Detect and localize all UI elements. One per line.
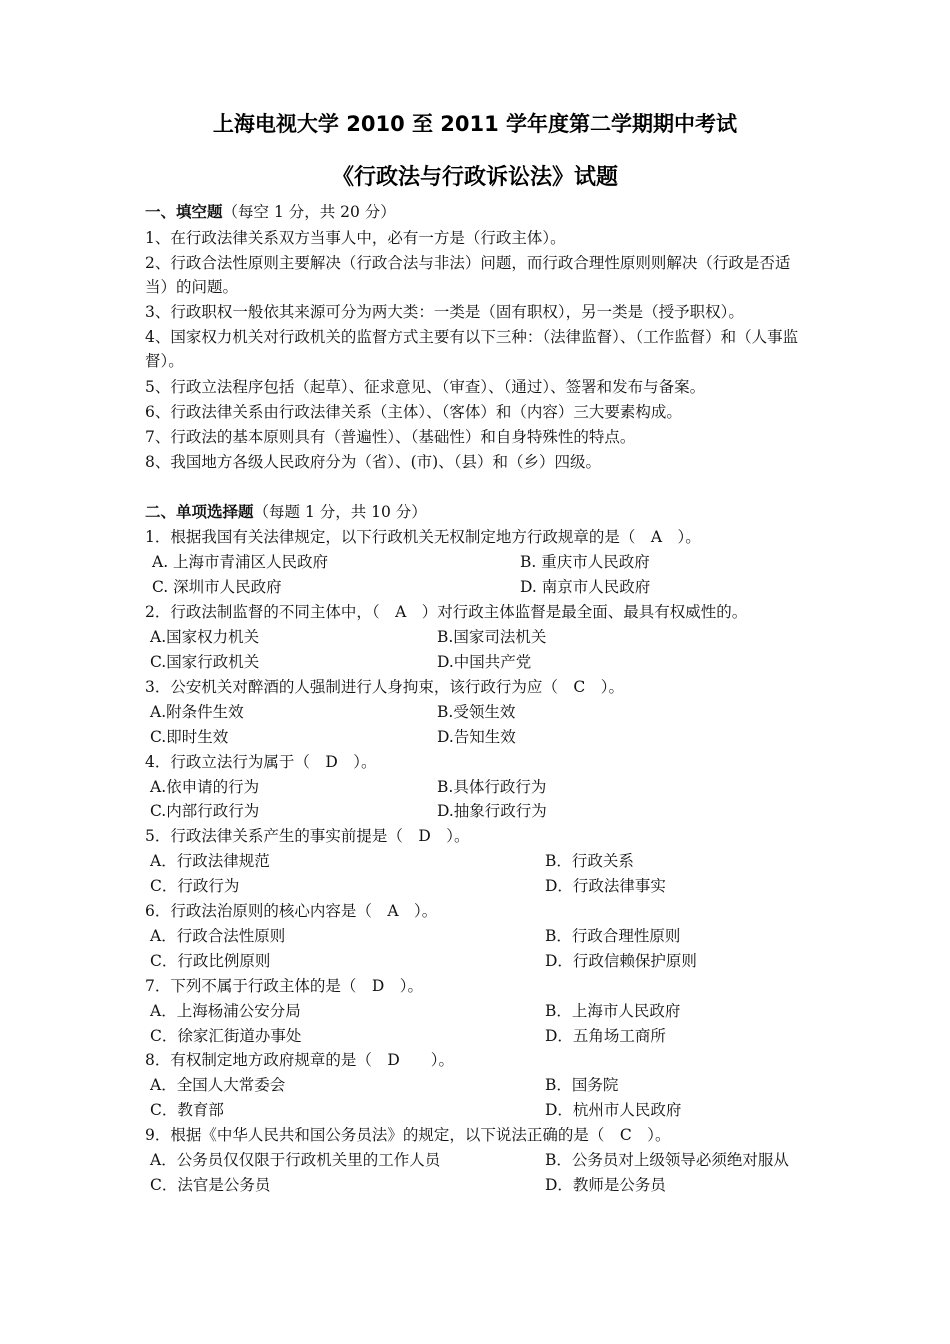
question-3: 3．公安机关对醉酒的人强制进行人身拘束，该行政行为应（ C ）。 (145, 678, 624, 696)
q7-option-c: C．徐家汇街道办事处 (150, 1027, 302, 1045)
q4-option-c: C.内部行政行为 (150, 802, 260, 820)
q3-option-a: A.附条件生效 (150, 703, 244, 721)
q5-option-b: B．行政关系 (545, 852, 634, 870)
q9-option-b: B．公务员对上级领导必须绝对服从 (545, 1151, 789, 1169)
exam-title: 上海电视大学 2010 至 2011 学年度第二学期期中考试 (212, 112, 738, 136)
q7-option-a: A．上海杨浦公安分局 (150, 1002, 301, 1020)
q8-option-d: D．杭州市人民政府 (545, 1101, 682, 1119)
q8-option-c: C．教育部 (150, 1101, 224, 1119)
section2-heading (145, 500, 427, 525)
q6-option-a: A．行政合法性原则 (150, 927, 286, 945)
q2-option-a: A.国家权力机关 (150, 628, 260, 646)
question-7: 7．下列不属于行政主体的是（ D ）。 (145, 977, 424, 995)
question-1: 1．根据我国有关法律规定，以下行政机关无权制定地方行政规章的是（ A ）。 (145, 528, 701, 546)
q9-option-a: A．公务员仅仅限于行政机关里的工作人员 (150, 1151, 441, 1169)
q4-option-b: B.具体行政行为 (437, 778, 547, 796)
q3-option-d: D.告知生效 (437, 728, 516, 746)
fill-item-8: 8、我国地方各级人民政府分为（省）、(市)、（县）和（乡）四级。 (145, 453, 601, 471)
section1-heading-title: 一、填空题 (145, 203, 223, 221)
question-4: 4．行政立法行为属于（ D ）。 (145, 753, 377, 771)
question-9: 9．根据《中华人民共和国公务员法》的规定，以下说法正确的是（ C ）。 (145, 1126, 671, 1144)
question-5: 5．行政法律关系产生的事实前提是（ D ）。 (145, 827, 470, 845)
question-8: 8．有权制定地方政府规章的是（ D ）。 (145, 1051, 455, 1069)
q6-option-d: D．行政信赖保护原则 (545, 952, 697, 970)
fill-item-5: 5、行政立法程序包括（起草）、征求意见、（审查）、（通过）、签署和发布与备案。 (145, 378, 706, 396)
q4-option-a: A.依申请的行为 (150, 778, 260, 796)
q1-option-c: C. 深圳市人民政府 (152, 578, 282, 596)
q7-option-d: D．五角场工商所 (545, 1027, 666, 1045)
section2-heading-note: （每题 1 分，共 10 分） (253, 503, 427, 521)
section1-heading (145, 200, 396, 225)
q2-option-b: B.国家司法机关 (437, 628, 547, 646)
fill-item-4: 4、国家权力机关对行政机关的监督方式主要有以下三种：（法律监督）、（工作监督）和（人事监督）。 (145, 328, 799, 370)
section1-heading-note: （每空 1 分，共 20 分） (222, 203, 396, 221)
q1-option-a: A. 上海市青浦区人民政府 (152, 553, 329, 571)
fill-item-1: 1、在行政法律关系双方当事人中，必有一方是（行政主体）。 (145, 229, 566, 247)
q2-option-c: C.国家行政机关 (150, 653, 260, 671)
exam-subtitle: 《行政法与行政诉讼法》试题 (331, 165, 618, 190)
fill-item-6: 6、行政法律关系由行政法律关系（主体）、（客体）和（内容）三大要素构成。 (145, 403, 682, 421)
fill-item-7: 7、行政法的基本原则具有（普遍性）、（基础性）和自身特殊性的特点。 (145, 428, 636, 446)
q5-option-a: A．行政法律规范 (150, 852, 270, 870)
q7-option-b: B．上海市人民政府 (545, 1002, 681, 1020)
q6-option-c: C．行政比例原则 (150, 952, 271, 970)
q2-option-d: D.中国共产党 (437, 653, 532, 671)
section2-heading-title: 二、单项选择题 (145, 503, 254, 521)
q1-option-d: D. 南京市人民政府 (520, 578, 651, 596)
q8-option-b: B．国务院 (545, 1076, 619, 1094)
question-6: 6．行政法治原则的核心内容是（ A ）。 (145, 902, 438, 920)
q4-option-d: D.抽象行政行为 (437, 802, 547, 820)
q1-option-b: B. 重庆市人民政府 (520, 553, 650, 571)
q5-option-c: C．行政行为 (150, 877, 240, 895)
q8-option-a: A．全国人大常委会 (150, 1076, 286, 1094)
q9-option-d: D．教师是公务员 (545, 1176, 666, 1194)
q3-option-b: B.受领生效 (437, 703, 516, 721)
fill-item-3: 3、行政职权一般依其来源可分为两大类：一类是（固有职权），另一类是（授予职权）。 (145, 303, 744, 321)
fill-item-2: 2、行政合法性原则主要解决（行政合法与非法）问题，而行政合理性原则则解决（行政是否适当）的问题。 (145, 254, 791, 296)
q3-option-c: C.即时生效 (150, 728, 229, 746)
q9-option-c: C．法官是公务员 (150, 1176, 271, 1194)
q6-option-b: B．行政合理性原则 (545, 927, 681, 945)
q5-option-d: D．行政法律事实 (545, 877, 666, 895)
question-2: 2．行政法制监督的不同主体中，（ A ）对行政主体监督是最全面、最具有权威性的。 (145, 603, 748, 621)
